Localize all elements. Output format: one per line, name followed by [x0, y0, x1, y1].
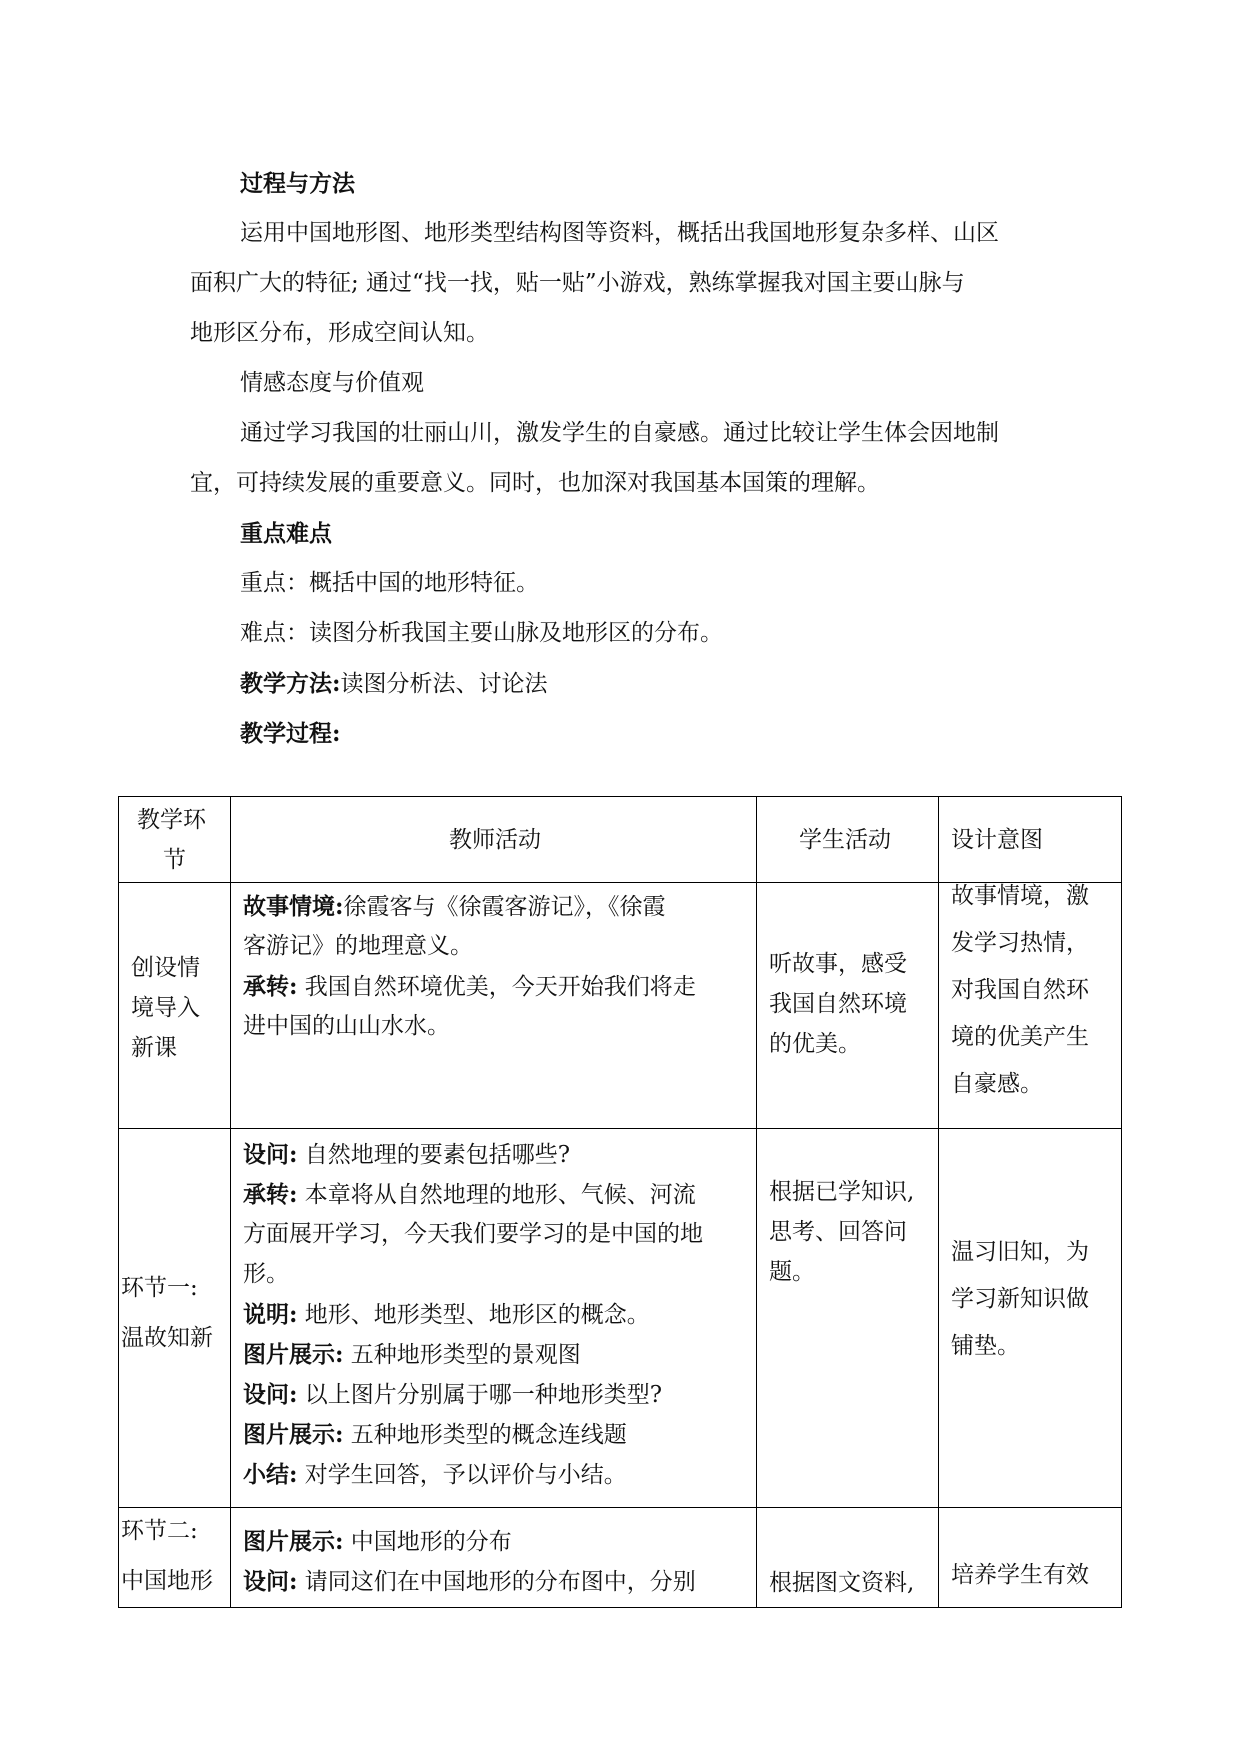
design-line: 温习旧知，为 — [951, 1239, 1089, 1265]
design-line: 发学习热情， — [951, 930, 1089, 956]
student-line: 根据图文资料, — [769, 1570, 915, 1596]
teacher-line-label: 说明: — [243, 1301, 298, 1328]
teacher-line — [243, 1223, 703, 1246]
header-stage — [119, 797, 231, 883]
teacher-line — [243, 1383, 662, 1407]
lesson-table — [118, 796, 1122, 1608]
teacher-line-text: 形。 — [243, 1261, 289, 1287]
teacher-line — [243, 895, 666, 919]
teacher-line-label: 承转: — [243, 1181, 298, 1208]
process-line-2: 面积广大的特征; 通过“找一找，贴一贴”小游戏，熟练掌握我对国主要山脉与 — [190, 270, 965, 296]
teacher-line-label: 图片展示: — [243, 1421, 344, 1448]
stage-line: 新课 — [131, 1035, 177, 1061]
teacher-line-label: 小结: — [243, 1461, 298, 1488]
student-line: 听故事，感受 — [769, 951, 907, 977]
row1-stage — [119, 883, 231, 1129]
process-line-3: 地形区分布，形成空间认知。 — [190, 320, 489, 346]
teacher-line-label: 图片展示: — [243, 1528, 344, 1555]
heading-process-method: 过程与方法 — [240, 170, 355, 197]
process-line-1: 运用中国地形图、地形类型结构图等资料，概括出我国地形复杂多样、山区 — [240, 220, 999, 246]
student-line: 的优美。 — [769, 1031, 861, 1057]
teacher-line-text: 自然地理的要素包括哪些? — [297, 1142, 571, 1168]
teacher-line-text: 地形、地形类型、地形区的概念。 — [297, 1302, 650, 1328]
row1-student — [757, 883, 939, 1129]
row2-student — [757, 1129, 939, 1508]
table-header-row — [119, 797, 1122, 883]
teacher-line-label: 设问: — [243, 1141, 298, 1168]
teacher-line-text: 客游记》的地理意义。 — [243, 933, 473, 959]
design-line: 故事情境，激 — [951, 883, 1089, 909]
stage-line: 环节二: — [121, 1518, 198, 1544]
teacher-line-text: 我国自然环境优美，今天开始我们将走 — [297, 974, 696, 1000]
teaching-method-text: 读图分析法、讨论法 — [340, 671, 548, 697]
heading-keypoints: 重点难点 — [240, 520, 332, 547]
teacher-line-label: 故事情境: — [243, 893, 344, 920]
row3-student — [757, 1508, 939, 1608]
design-line: 境的优美产生 — [951, 1024, 1089, 1050]
teacher-line — [243, 1183, 696, 1207]
teacher-line-label: 设问: — [243, 1381, 298, 1408]
teacher-line-label: 设问: — [243, 1568, 298, 1595]
heading-teaching-process: 教学过程: — [240, 720, 341, 747]
stage-line: 创设情 — [131, 955, 200, 981]
teacher-line — [243, 1015, 450, 1038]
design-line: 培养学生有效 — [951, 1562, 1089, 1588]
design-line: 铺垫。 — [951, 1333, 1020, 1359]
stage-line: 温故知新 — [121, 1325, 213, 1351]
header-teacher-label: 教师活动 — [449, 827, 541, 853]
teacher-line — [243, 935, 473, 958]
design-line: 对我国自然环 — [951, 977, 1089, 1003]
student-line: 根据已学知识, — [769, 1179, 915, 1205]
header-student-label: 学生活动 — [799, 827, 891, 853]
teacher-line — [243, 1423, 627, 1447]
design-line: 学习新知识做 — [951, 1286, 1089, 1312]
teacher-line-text: 本章将从自然地理的地形、气候、河流 — [297, 1182, 696, 1208]
teacher-line-text: 方面展开学习，今天我们要学习的是中国的地 — [243, 1221, 703, 1247]
teacher-line — [243, 1570, 696, 1594]
teacher-line-label: 承转: — [243, 973, 298, 1000]
teacher-line-text: 五种地形类型的概念连线题 — [343, 1422, 627, 1448]
teacher-line-text: 请同这们在中国地形的分布图中，分别 — [297, 1569, 696, 1595]
difficulty: 难点：读图分析我国主要山脉及地形区的分布。 — [240, 620, 723, 646]
design-line: 自豪感。 — [951, 1071, 1043, 1097]
table-row — [119, 1129, 1122, 1508]
teacher-line — [243, 1263, 289, 1286]
teacher-line-text: 对学生回答，予以评价与小结。 — [297, 1462, 627, 1488]
student-line: 题。 — [769, 1259, 815, 1285]
emotion-line-1: 通过学习我国的壮丽山川，激发学生的自豪感。通过比较让学生体会因地制 — [240, 420, 999, 446]
row2-teacher — [231, 1129, 757, 1508]
stage-line: 境导入 — [131, 995, 200, 1021]
teacher-line-text: 五种地形类型的景观图 — [343, 1342, 581, 1368]
teacher-line — [243, 1530, 512, 1554]
teacher-line — [243, 1463, 627, 1487]
teacher-line — [243, 1303, 650, 1327]
teacher-line-text: 以上图片分别属于哪一种地形类型? — [297, 1382, 663, 1408]
header-student — [757, 797, 939, 883]
teacher-line-text: 徐霞客与《徐霞客游记》，《徐霞 — [343, 894, 666, 920]
student-line: 我国自然环境 — [769, 991, 907, 1017]
header-design — [939, 797, 1122, 883]
row2-stage — [119, 1129, 231, 1508]
teacher-line — [243, 975, 696, 999]
row3-stage — [119, 1508, 231, 1608]
header-teacher — [231, 797, 757, 883]
row1-teacher — [231, 883, 757, 1129]
key-point: 重点：概括中国的地形特征。 — [240, 570, 539, 596]
table-row — [119, 883, 1122, 1129]
table-row — [119, 1508, 1122, 1608]
teacher-line-label: 图片展示: — [243, 1341, 344, 1368]
row2-design — [939, 1129, 1122, 1508]
stage-line: 环节一: — [121, 1275, 198, 1301]
teacher-line-text: 进中国的山山水水。 — [243, 1013, 450, 1039]
row3-teacher — [231, 1508, 757, 1608]
teacher-line-text: 中国地形的分布 — [343, 1529, 512, 1555]
emotion-line-2: 宜，可持续发展的重要意义。同时，也加深对我国基本国策的理解。 — [190, 470, 880, 496]
teacher-line — [243, 1343, 581, 1367]
header-stage-line-1: 教学环 — [137, 807, 206, 833]
student-line: 思考、回答问 — [769, 1219, 907, 1245]
row1-design — [939, 883, 1122, 1129]
row3-design — [939, 1508, 1122, 1608]
header-design-label: 设计意图 — [951, 827, 1043, 853]
teaching-method — [240, 672, 548, 696]
teaching-method-label: 教学方法: — [240, 670, 341, 697]
teacher-line — [243, 1143, 570, 1167]
heading-emotion: 情感态度与价值观 — [240, 370, 424, 396]
header-stage-line-2: 节 — [163, 847, 186, 873]
stage-line: 中国地形 — [121, 1568, 213, 1594]
